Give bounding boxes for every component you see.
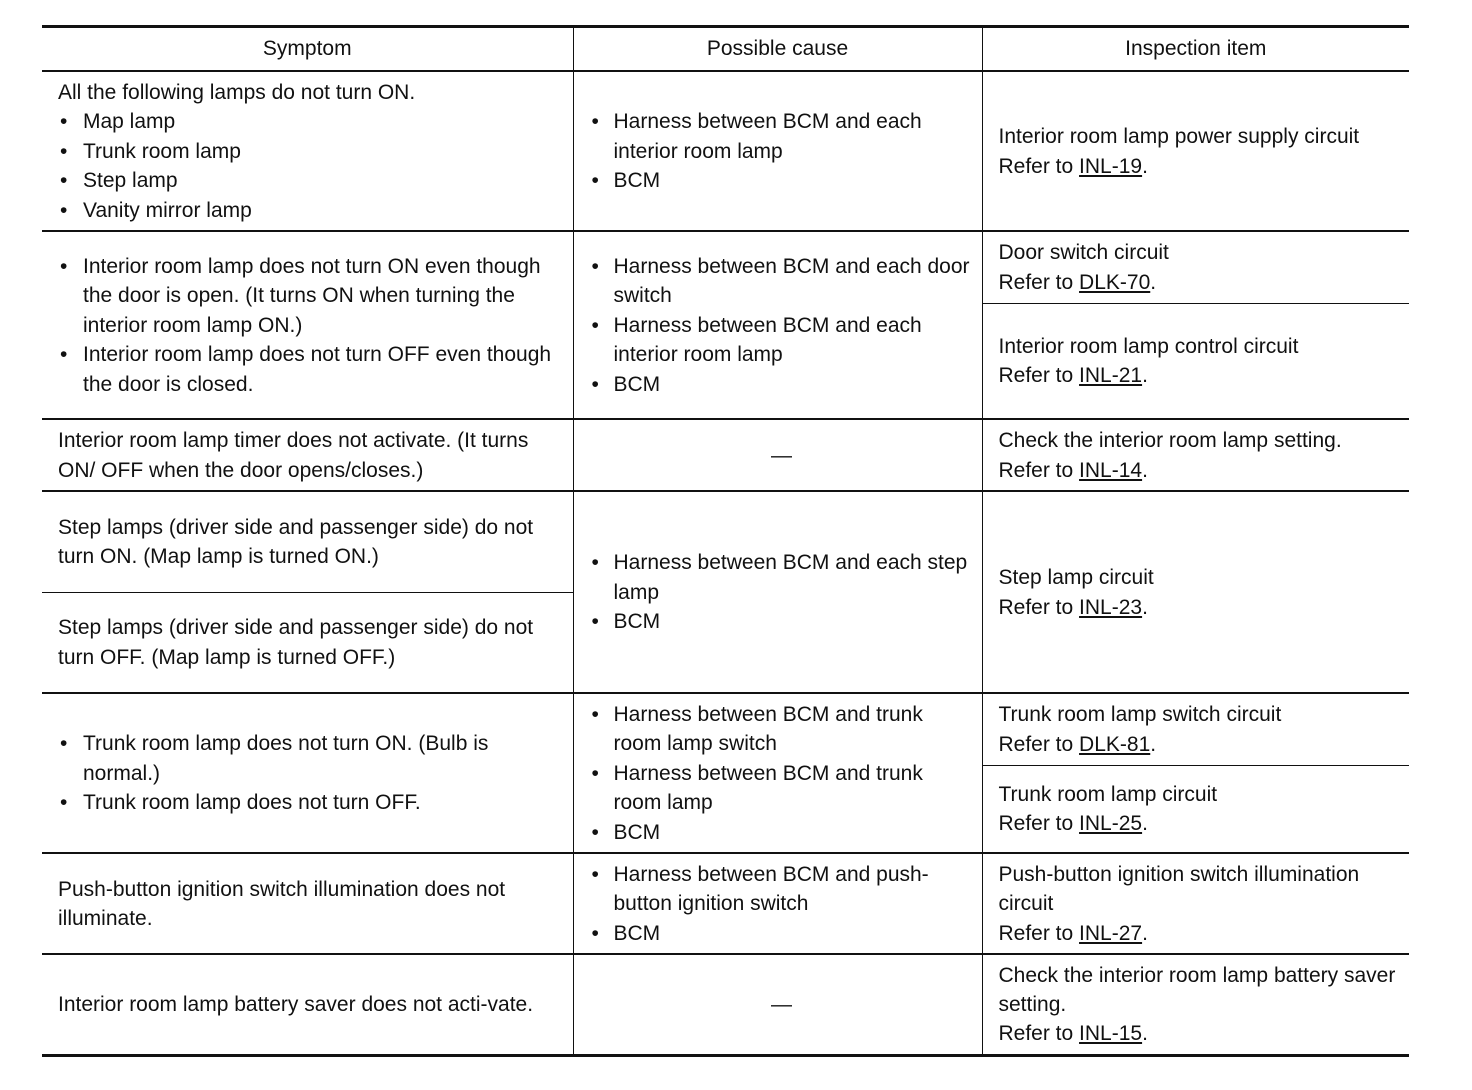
refer-to-label: Refer to — [998, 595, 1080, 619]
reference-link-inl-15[interactable]: INL-15 — [1079, 1022, 1143, 1046]
list-item: • Harness between BCM and trunk room lamp — [590, 759, 974, 818]
symptom-cell — [42, 231, 573, 419]
reference-link-inl-27[interactable]: INL-27 — [1079, 921, 1143, 945]
inspection-text: Step lamp circuit — [998, 566, 1154, 590]
reference-link-inl-19[interactable]: INL-19 — [1079, 154, 1143, 178]
possible-cause-cell — [573, 491, 982, 693]
cause-list — [590, 107, 974, 195]
list-item: • Harness between BCM and each interior room lamp — [590, 107, 974, 166]
symptom-cell: Step lamps (driver side and passenger side) do not turn ON. (Map lamp is turned ON.) — [42, 491, 573, 592]
inspection-text: Check the interior room lamp setting. — [998, 429, 1342, 453]
symptom-header: Symptom — [42, 27, 573, 72]
inspection-item-cell: Interior room lamp power supply circuit Refer to INL-19. — [982, 71, 1409, 231]
inspection-item-cell: Step lamp circuit Refer to INL-23. — [982, 491, 1409, 693]
refer-to-label: Refer to — [998, 458, 1080, 482]
reference-link-dlk-70[interactable]: DLK-70 — [1079, 270, 1151, 294]
table-row — [42, 491, 1409, 592]
possible-cause-header: Possible cause — [573, 27, 982, 72]
table-row — [42, 231, 1409, 303]
symptom-cell: Push-button ignition switch illumination does not illuminate. — [42, 853, 573, 954]
reference-link-inl-25[interactable]: INL-25 — [1079, 812, 1143, 836]
list-item: • Harness between BCM and each door switch — [590, 252, 974, 311]
inspection-text: Push-button ignition switch illumination circuit — [998, 862, 1360, 916]
inspection-item-cell: Door switch circuit Refer to DLK-70. — [982, 231, 1409, 303]
list-item: • Vanity mirror lamp — [58, 196, 565, 225]
possible-cause-cell — [573, 71, 982, 231]
list-item: • BCM — [590, 818, 974, 847]
inspection-item-header: Inspection item — [982, 27, 1409, 72]
inspection-text: Door switch circuit — [998, 241, 1169, 265]
refer-to-label: Refer to — [998, 812, 1080, 836]
list-item: • Interior room lamp does not turn ON even though the door is open. (It turns ON when turning the interior room lamp ON.) — [58, 252, 565, 340]
possible-cause-cell — [573, 231, 982, 419]
inspection-text: Trunk room lamp circuit — [998, 782, 1218, 806]
refer-to-label: Refer to — [998, 270, 1080, 294]
symptom-cell: Step lamps (driver side and passenger side) do not turn OFF. (Map lamp is turned OFF.) — [42, 592, 573, 693]
list-item: • Harness between BCM and each step lamp — [590, 548, 974, 607]
list-item: • Trunk room lamp does not turn ON. (Bulb is normal.) — [58, 729, 565, 788]
refer-to-label: Refer to — [998, 154, 1080, 178]
list-item: • Trunk room lamp does not turn OFF. — [58, 788, 565, 817]
list-item: • Interior room lamp does not turn OFF even though the door is closed. — [58, 340, 565, 399]
list-item: • Map lamp — [58, 107, 565, 136]
list-item: • Harness between BCM and trunk room lamp switch — [590, 700, 974, 759]
possible-cause-cell: — — [573, 954, 982, 1055]
table-row — [42, 419, 1409, 491]
list-item: • BCM — [590, 166, 974, 195]
list-item: • BCM — [590, 370, 974, 399]
diagnosis-table — [42, 25, 1409, 1057]
symptom-list — [58, 729, 565, 817]
possible-cause-cell: — — [573, 419, 982, 491]
possible-cause-cell — [573, 853, 982, 954]
list-item: • Harness between BCM and push-button ignition switch — [590, 860, 974, 919]
inspection-text: Interior room lamp power supply circuit — [998, 125, 1360, 149]
symptom-cell: Interior room lamp timer does not activate. (It turns ON/ OFF when the door opens/closes.) — [42, 419, 573, 491]
inspection-item-cell: Push-button ignition switch illumination circuit Refer to INL-27. — [982, 853, 1409, 954]
symptom-cell: Interior room lamp battery saver does not acti-vate. — [42, 954, 573, 1055]
list-item: • Step lamp — [58, 166, 565, 195]
table-row — [42, 693, 1409, 765]
symptom-list — [58, 252, 565, 399]
reference-link-inl-14[interactable]: INL-14 — [1079, 458, 1143, 482]
list-item: • Trunk room lamp — [58, 137, 565, 166]
inspection-text: Interior room lamp control circuit — [998, 334, 1299, 358]
table-row — [42, 853, 1409, 954]
symptom-text: All the following lamps do not turn ON. — [58, 80, 416, 104]
table-row — [42, 954, 1409, 1055]
reference-link-dlk-81[interactable]: DLK-81 — [1079, 732, 1151, 756]
symptom-cell — [42, 71, 573, 231]
inspection-item-cell: Trunk room lamp switch circuit Refer to DLK-81. — [982, 693, 1409, 765]
refer-to-label: Refer to — [998, 364, 1080, 388]
lamp-list — [58, 107, 565, 225]
list-item: • BCM — [590, 607, 974, 636]
inspection-text: Check the interior room lamp battery saver setting. — [998, 963, 1396, 1017]
reference-link-inl-21[interactable]: INL-21 — [1079, 364, 1143, 388]
refer-to-label: Refer to — [998, 921, 1080, 945]
cause-list — [590, 548, 974, 636]
inspection-text: Trunk room lamp switch circuit — [998, 703, 1282, 727]
inspection-item-cell: Trunk room lamp circuit Refer to INL-25. — [982, 765, 1409, 853]
cause-list — [590, 860, 974, 948]
refer-to-label: Refer to — [998, 1022, 1080, 1046]
cause-list — [590, 252, 974, 399]
symptom-cell — [42, 693, 573, 853]
inspection-item-cell: Check the interior room lamp battery saver setting. Refer to INL-15. — [982, 954, 1409, 1055]
table-row — [42, 71, 1409, 231]
possible-cause-cell — [573, 693, 982, 853]
inspection-item-cell: Check the interior room lamp setting. Refer to INL-14. — [982, 419, 1409, 491]
list-item: • Harness between BCM and each interior room lamp — [590, 311, 974, 370]
cause-list — [590, 700, 974, 847]
reference-link-inl-23[interactable]: INL-23 — [1079, 595, 1143, 619]
header-row — [42, 27, 1409, 72]
list-item: • BCM — [590, 919, 974, 948]
refer-to-label: Refer to — [998, 732, 1080, 756]
inspection-item-cell: Interior room lamp control circuit Refer to INL-21. — [982, 303, 1409, 419]
